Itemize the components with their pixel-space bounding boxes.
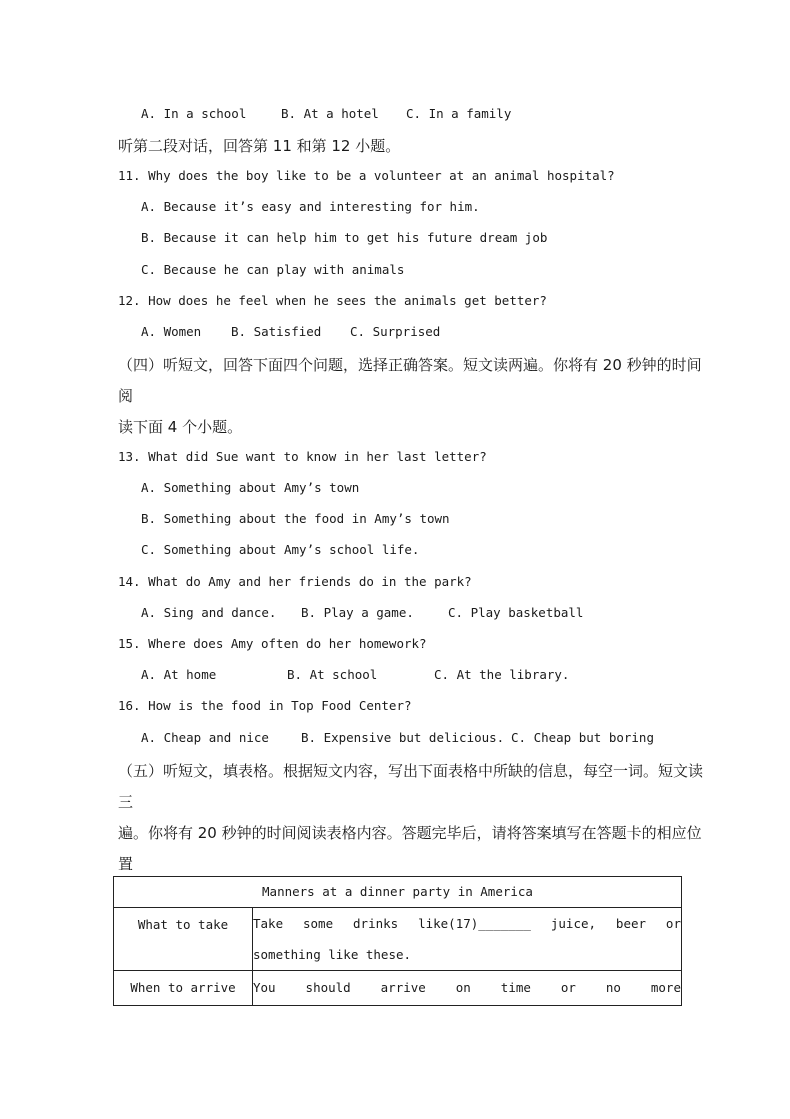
q10-option-a: A. In a school <box>141 106 247 121</box>
question-16: 16. How is the food in Top Food Center? <box>118 698 412 713</box>
table-title-row <box>114 877 682 908</box>
table-row <box>114 908 682 971</box>
section4-instruction-line2: 阅 <box>118 387 134 405</box>
q14-option-b: B. Play a game. <box>301 605 414 620</box>
q10-option-b: B. At a hotel <box>281 106 379 121</box>
table-title: Manners at a dinner party in America <box>114 877 682 908</box>
question-13: 13. What did Sue want to know in her last letter? <box>118 449 487 464</box>
q16-option-a: A. Cheap and nice <box>141 730 269 745</box>
q13-option-b: B. Something about the food in Amy’s town <box>141 511 450 526</box>
section4-instruction-line3: 读下面 4 个小题。 <box>118 418 243 436</box>
question-14: 14. What do Amy and her friends do in the park? <box>118 574 472 589</box>
section-dialogue2-heading: 听第二段对话，回答第 11 和第 12 小题。 <box>118 137 401 155</box>
q11-option-b: B. Because it can help him to get his future dream job <box>141 230 548 245</box>
table-row <box>114 971 682 1006</box>
q14-option-a: A. Sing and dance. <box>141 605 277 620</box>
q13-option-a: A. Something about Amy’s town <box>141 480 360 495</box>
table-row-label: When to arrive <box>114 971 253 1006</box>
q16-option-b: B. Expensive but delicious. <box>301 730 505 745</box>
q15-option-c: C. At the library. <box>434 667 570 682</box>
q12-option-c: C. Surprised <box>350 324 441 339</box>
section5-instruction-line1: （五）听短文，填表格。根据短文内容，写出下面表格中所缺的信息，每空一词。短文读 <box>118 762 704 780</box>
q12-option-a: A. Women <box>141 324 202 339</box>
q11-option-c: C. Because he can play with animals <box>141 262 405 277</box>
q15-option-a: A. At home <box>141 667 217 682</box>
manners-table <box>113 876 682 1006</box>
section5-instruction-line3: 遍。你将有 20 秒钟的时间阅读表格内容。答题完毕后，请将答案填写在答题卡的相应位 <box>118 824 702 842</box>
q15-option-b: B. At school <box>287 667 378 682</box>
section5-instruction-line2: 三 <box>118 793 134 811</box>
q11-option-a: A. Because it’s easy and interesting for him. <box>141 199 480 214</box>
q14-option-c: C. Play basketball <box>448 605 584 620</box>
question-11: 11. Why does the boy like to be a volunteer at an animal hospital? <box>118 168 615 183</box>
question-12: 12. How does he feel when he sees the animals get better? <box>118 293 547 308</box>
table-row-text: You should arrive on time or no more <box>253 971 682 1006</box>
q12-option-b: B. Satisfied <box>231 324 322 339</box>
section4-instruction-line1: （四）听短文，回答下面四个问题，选择正确答案。短文读两遍。你将有 20 秒钟的时间 <box>118 356 702 374</box>
q13-option-c: C. Something about Amy’s school life. <box>141 542 420 557</box>
table-row-text: Take some drinks like(17)_______ juice, beer or something like these. <box>253 908 682 971</box>
table-row-label: What to take <box>114 908 253 971</box>
q16-option-c: C. Cheap but boring <box>511 730 654 745</box>
question-15: 15. Where does Amy often do her homework? <box>118 636 427 651</box>
q10-option-c: C. In a family <box>406 106 512 121</box>
section5-instruction-line4: 置 <box>118 855 134 873</box>
